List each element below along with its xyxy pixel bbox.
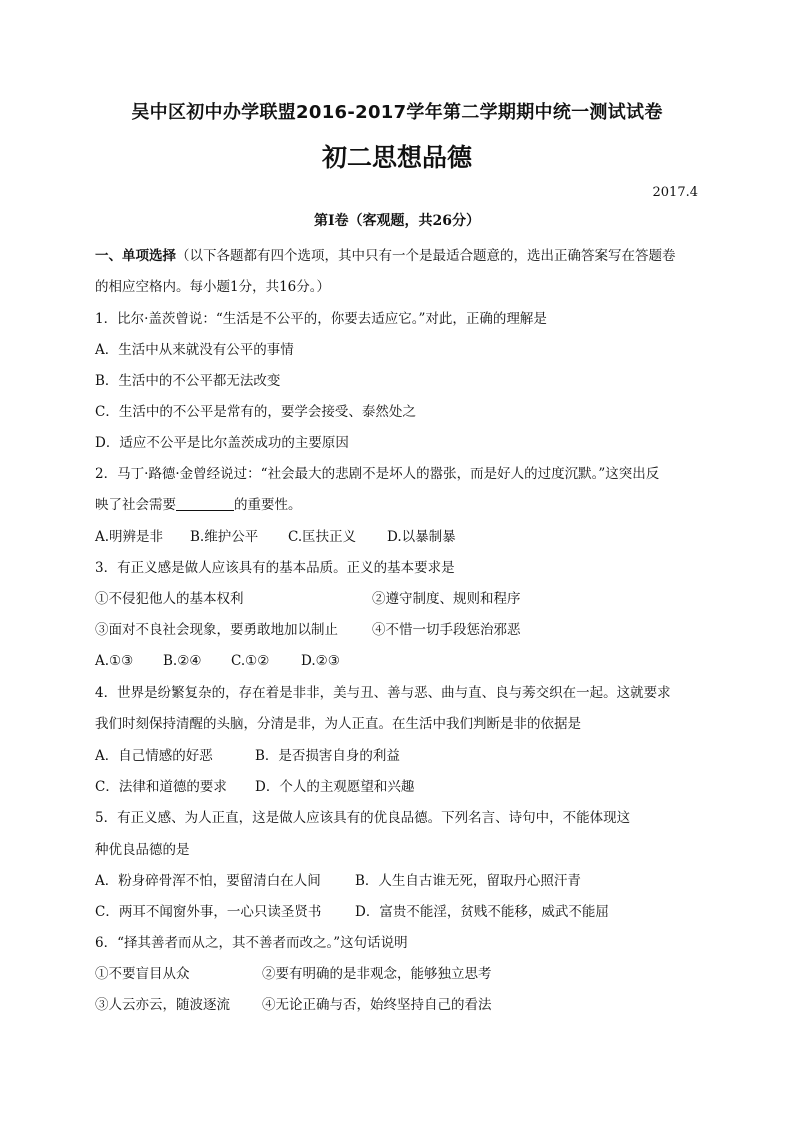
q6-statement-2: ②要有明确的是非观念，能够独立思考	[262, 966, 492, 982]
q2-stem-line-2	[95, 495, 302, 515]
q4-option-c: C．法律和道德的要求	[95, 779, 227, 795]
q6-statement-3: ③人云亦云，随波逐流	[95, 997, 230, 1013]
exam-date: 2017.4	[652, 185, 698, 200]
q3-option-d: D.②③	[301, 653, 340, 669]
q3-statement-2: ②遵守制度、规则和程序	[372, 591, 521, 607]
q6-stem: 6．“择其善者而从之，其不善者而改之。”这句话说明	[95, 935, 408, 951]
section-instruction-line-1	[95, 246, 676, 266]
section-heading: 一、单项选择	[95, 248, 176, 264]
q1-option-d: D．适应不公平是比尔盖茨成功的主要原因	[95, 435, 349, 451]
q6-statement-1: ①不要盲目从众	[95, 966, 190, 982]
section-instruction-text: （以下各题都有四个选项，其中只有一个是最适合题意的，选出正确答案写在答题卷	[176, 248, 676, 264]
exam-title: 吴中区初中办学联盟2016-2017学年第二学期期中统一测试试卷	[131, 102, 663, 123]
q3-option-a: A.①③	[95, 653, 134, 669]
q3-statement-3: ③面对不良社会现象，要勇敢地加以制止	[95, 622, 338, 638]
q6-statement-4: ④无论正确与否，始终坚持自己的看法	[262, 997, 492, 1013]
section-instruction-line-2: 的相应空格内。每小题1分，共16分。）	[95, 279, 331, 295]
q2-stem-part-1: 映了社会需要	[95, 497, 176, 513]
q1-option-c: C．生活中的不公平是常有的，要学会接受、泰然处之	[95, 404, 416, 420]
q3-option-b: B.②④	[163, 653, 202, 669]
q4-option-b: B．是否损害自身的利益	[255, 748, 400, 764]
q5-option-c: C．两耳不闻窗外事，一心只读圣贤书	[95, 904, 322, 920]
q1-stem: 1．比尔·盖茨曾说：“生活是不公平的，你要去适应它。”对此，正确的理解是	[95, 311, 547, 327]
q3-statement-1: ①不侵犯他人的基本权利	[95, 591, 244, 607]
q5-option-d: D．富贵不能淫，贫贱不能移，威武不能屈	[355, 904, 609, 920]
subject-title: 初二思想品德	[321, 143, 472, 172]
q2-option-d: D.以暴制暴	[387, 529, 456, 545]
q5-stem-line-2: 种优良品德的是	[95, 842, 190, 858]
q2-option-c: C.匡扶正义	[288, 529, 357, 545]
q2-answer-blank	[176, 496, 234, 511]
q3-stem: 3．有正义感是做人应该具有的基本品质。正义的基本要求是	[95, 560, 455, 576]
q5-option-b: B．人生自古谁无死，留取丹心照汗青	[355, 873, 581, 889]
q4-option-d: D．个人的主观愿望和兴趣	[255, 779, 415, 795]
q2-stem-line-1: 2．马丁·路德·金曾经说过：“社会最大的悲剧不是坏人的嚣张，而是好人的过度沉默。”这突出反	[95, 466, 660, 482]
q4-stem-line-2: 我们时刻保持清醒的头脑，分清是非，为人正直。在生活中我们判断是非的依据是	[95, 716, 581, 732]
q2-option-a: A.明辨是非	[95, 529, 164, 545]
q1-option-b: B．生活中的不公平都无法改变	[95, 373, 281, 389]
q2-stem-part-2: 的重要性。	[234, 497, 302, 513]
q4-option-a: A．自己情感的好恶	[95, 748, 213, 764]
q1-option-a: A．生活中从来就没有公平的事情	[95, 342, 294, 358]
q4-stem-line-1: 4．世界是纷繁复杂的，存在着是非非，美与丑、善与恶、曲与直、良与莠交织在一起。这就要求	[95, 685, 671, 701]
part-title: 第Ⅰ卷（客观题，共26分）	[313, 213, 481, 229]
q3-option-c: C.①②	[231, 653, 270, 669]
q2-option-b: B.维护公平	[190, 529, 259, 545]
q5-stem-line-1: 5．有正义感、为人正直，这是做人应该具有的优良品德。下列名言、诗句中，不能体现这	[95, 810, 631, 826]
q3-statement-4: ④不惜一切手段惩治邪恶	[372, 622, 521, 638]
q5-option-a: A．粉身碎骨浑不怕，要留清白在人间	[95, 873, 321, 889]
